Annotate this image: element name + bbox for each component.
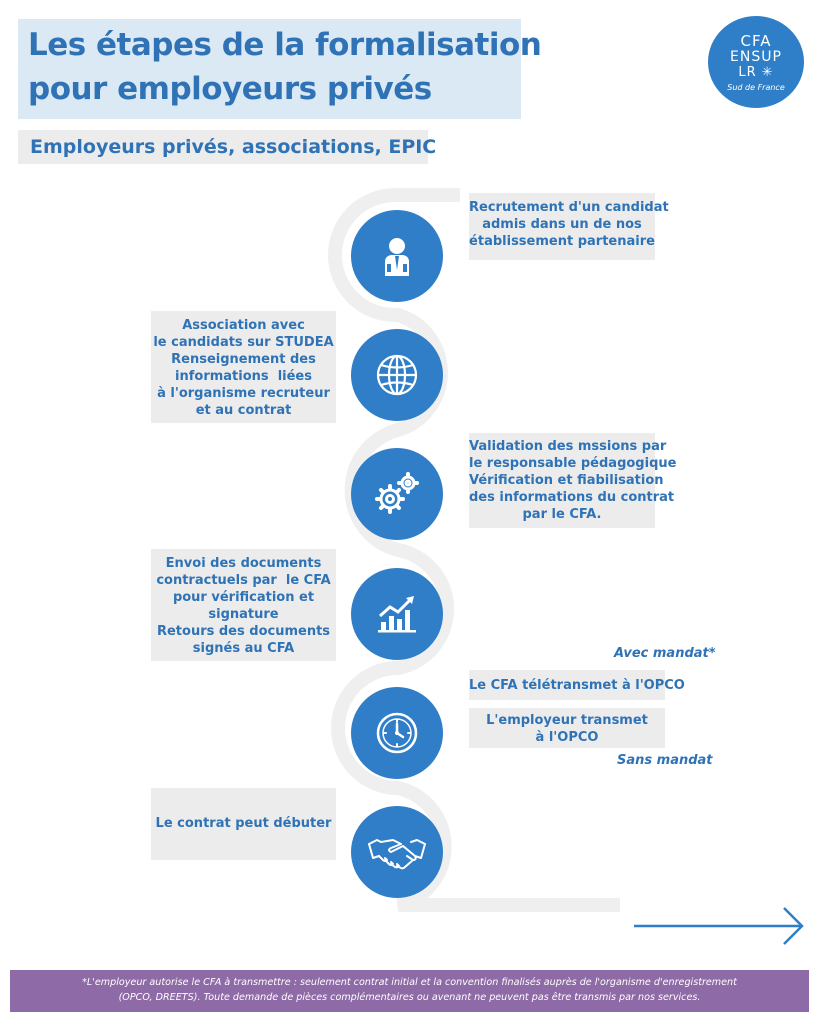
footer-note — [10, 970, 809, 1012]
step-6-text: Le contrat peut débuter — [155, 816, 332, 831]
step-4-box — [151, 549, 336, 661]
gears-icon — [373, 472, 421, 516]
page-title-line-1: Les étapes de la formalisation — [28, 27, 542, 63]
businessman-icon — [377, 234, 417, 278]
page-title-line-2: pour employeurs privés — [28, 71, 432, 107]
step-1-box — [469, 193, 669, 260]
handshake-icon — [367, 834, 427, 870]
footer-line-1: *L'employeur autorise le CFA à transmettre : seulement contrat initial et la convention finalisés auprès de l'organisme d'enregistrement — [82, 977, 737, 988]
step-4-text: Envoi des documents contractuels par le CFA pour vérification et signature Retours des documents signés au CFA — [156, 556, 331, 656]
step-5-circle — [351, 687, 443, 779]
clock-icon — [375, 711, 419, 755]
growth-chart-icon — [375, 594, 419, 634]
footer-line-2: (OPCO, DREETS). Toute demande de pièces complémentaires ou avenant ne peuvent pas être transmis par nos services. — [118, 992, 701, 1003]
step-6-box — [151, 788, 336, 860]
logo-line-2: ENSUP — [730, 49, 782, 65]
step-3-box — [469, 433, 677, 528]
step-5b-box — [469, 708, 665, 748]
step-3-circle — [351, 448, 443, 540]
step-5a-text: Le CFA télétransmet à l'OPCO — [469, 678, 685, 693]
step-5b-text: L'employeur transmet à l'OPCO — [486, 713, 648, 745]
step-2-circle — [351, 329, 443, 421]
with-mandate-label: Avec mandat* — [614, 646, 716, 661]
logo-line-1: CFA — [740, 32, 772, 50]
step-2-box — [151, 311, 336, 423]
step-4-circle — [351, 568, 443, 660]
step-1-circle — [351, 210, 443, 302]
page-subtitle: Employeurs privés, associations, EPIC — [30, 136, 437, 158]
step-5a-box — [469, 670, 685, 700]
globe-icon — [375, 353, 419, 397]
step-1-text: Recrutement d'un candidat admis dans un de nos établissement partenaire — [469, 200, 669, 249]
step-6-circle — [351, 806, 443, 898]
step-3-text: Validation des mssions par le responsable pédagogique Vérification et fiabilisation des informations du contrat par le CFA. — [469, 439, 677, 522]
arrow-right-icon — [632, 904, 808, 948]
step-2-text: Association avec le candidats sur STUDEA Renseignement des informations liées à l'organisme recruteur et au contrat — [153, 318, 334, 418]
logo-line-3: LR ✳ — [738, 65, 774, 80]
logo-line-4: Sud de France — [727, 83, 785, 92]
without-mandate-label: Sans mandat — [617, 753, 713, 768]
